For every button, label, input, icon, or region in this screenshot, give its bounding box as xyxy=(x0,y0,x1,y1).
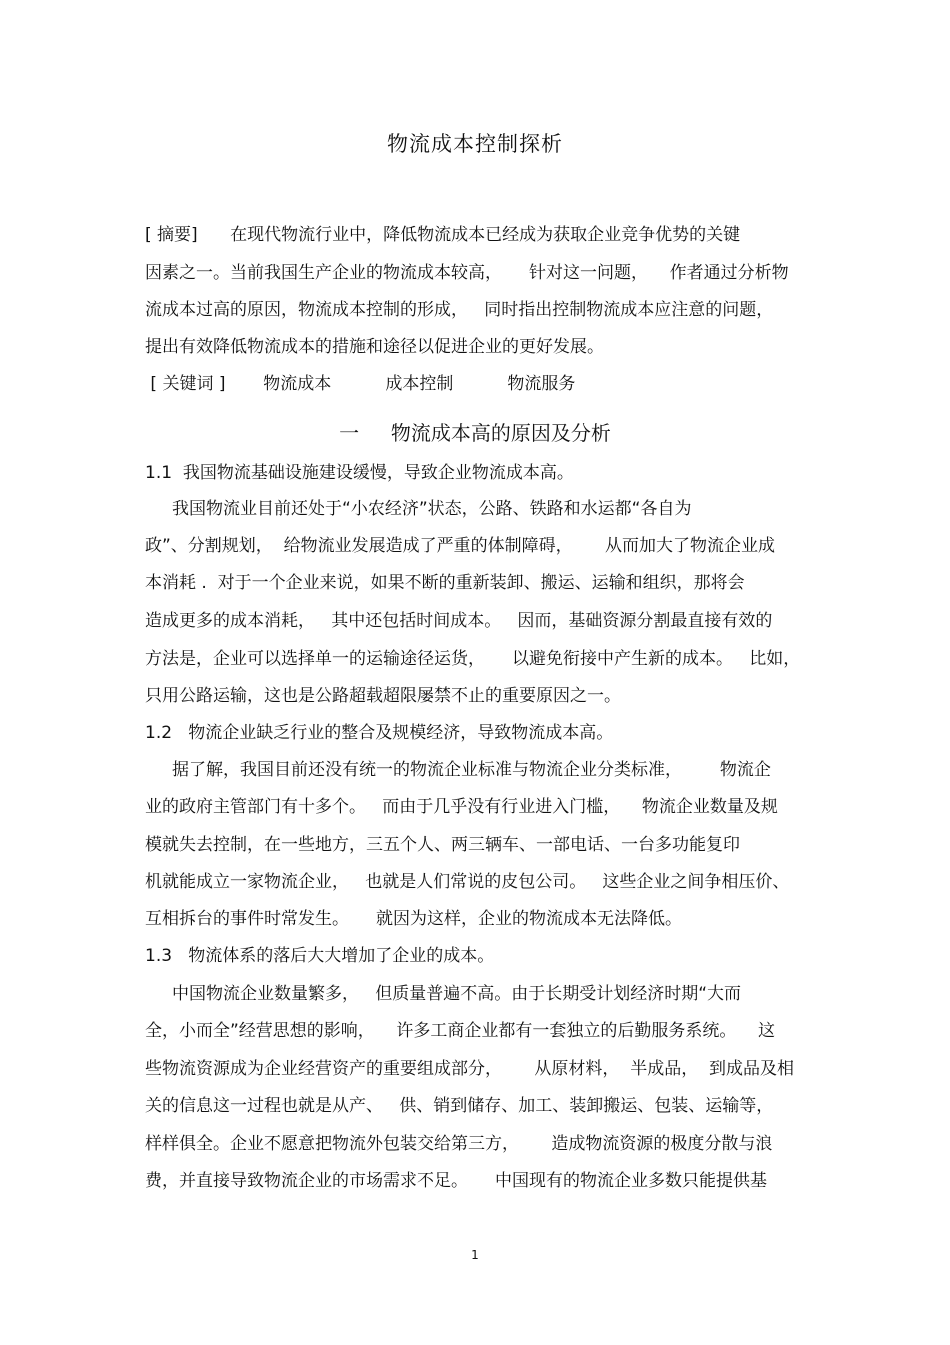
body-line: 样样俱全。企业不愿意把物流外包装交给第三方， 造成物流资源的极度分散与浪 xyxy=(145,1134,773,1154)
body-line: 造成更多的成本消耗， 其中还包括时间成本。 因而，基础资源分割最直接有效的 xyxy=(145,611,773,631)
body-line: 机就能成立一家物流企业， 也就是人们常说的皮包公司。 这些企业之间争相压价、 xyxy=(145,872,790,892)
body-line: 全，小而全”经营思想的影响， 许多工商企业都有一套独立的后勤服务系统。 这 xyxy=(145,1021,776,1041)
body-line: 政”、分割规划， 给物流业发展造成了严重的体制障碍， 从而加大了物流企业成 xyxy=(145,536,776,556)
section-heading: 一 物流成本高的原因及分析 xyxy=(339,421,611,445)
body-line: 方法是，企业可以选择单一的运输途径运货， 以避免衔接中产生新的成本。 比如， xyxy=(145,649,801,669)
body-line: 本消耗 . 对于一个企业来说，如果不断的重新装卸、搬运、运输和组织，那将会 xyxy=(145,573,745,593)
body-line: 中国物流企业数量繁多， 但质量普遍不高。由于长期受计划经济时期“大而 xyxy=(145,984,742,1004)
body-line: 关的信息这一过程也就是从产、 供、销到储存、加工、装卸搬运、包装、运输等， xyxy=(145,1096,774,1116)
subheading-1-1: 1.1 我国物流基础设施建设缓慢，导致企业物流成本高。 xyxy=(145,463,574,483)
document-title: 物流成本控制探析 xyxy=(387,132,563,156)
page-number: 1 xyxy=(471,1248,479,1262)
body-line: 只用公路运输，这也是公路超载超限屡禁不止的重要原因之一。 xyxy=(145,686,621,706)
body-line: 我国物流业目前还处于“小农经济”状态，公路、铁路和水运都“各自为 xyxy=(145,499,692,519)
keywords-line: [ 关键词 ] 物流成本 成本控制 物流服务 xyxy=(145,374,576,394)
body-line: 些物流资源成为企业经营资产的重要组成部分， 从原材料， 半成品， 到成品及相 xyxy=(145,1059,795,1079)
abstract-line: 提出有效降低物流成本的措施和途径以促进企业的更好发展。 xyxy=(145,337,604,357)
abstract-line: 流成本过高的原因，物流成本控制的形成， 同时指出控制物流成本应注意的问题， xyxy=(145,300,774,320)
body-line: 据了解，我国目前还没有统一的物流企业标准与物流企业分类标准， 物流企 xyxy=(145,760,771,780)
subheading-1-2: 1.2 物流企业缺乏行业的整合及规模经济，导致物流成本高。 xyxy=(145,723,614,743)
body-line: 模就失去控制，在一些地方，三五个人、两三辆车、一部电话、一台多功能复印 xyxy=(145,835,740,855)
abstract-line: [ 摘要] 在现代物流行业中，降低物流成本已经成为获取企业竞争优势的关键 xyxy=(145,225,741,245)
subheading-1-3: 1.3 物流体系的落后大大增加了企业的成本。 xyxy=(145,946,495,966)
abstract-line: 因素之一。当前我国生产企业的物流成本较高， 针对这一问题， 作者通过分析物 xyxy=(145,263,789,283)
body-line: 业的政府主管部门有十多个。 而由于几乎没有行业进入门槛， 物流企业数量及规 xyxy=(145,797,778,817)
body-line: 互相拆台的事件时常发生。 就因为这样，企业的物流成本无法降低。 xyxy=(145,909,683,929)
body-line: 费，并直接导致物流企业的市场需求不足。 中国现有的物流企业多数只能提供基 xyxy=(145,1171,768,1191)
